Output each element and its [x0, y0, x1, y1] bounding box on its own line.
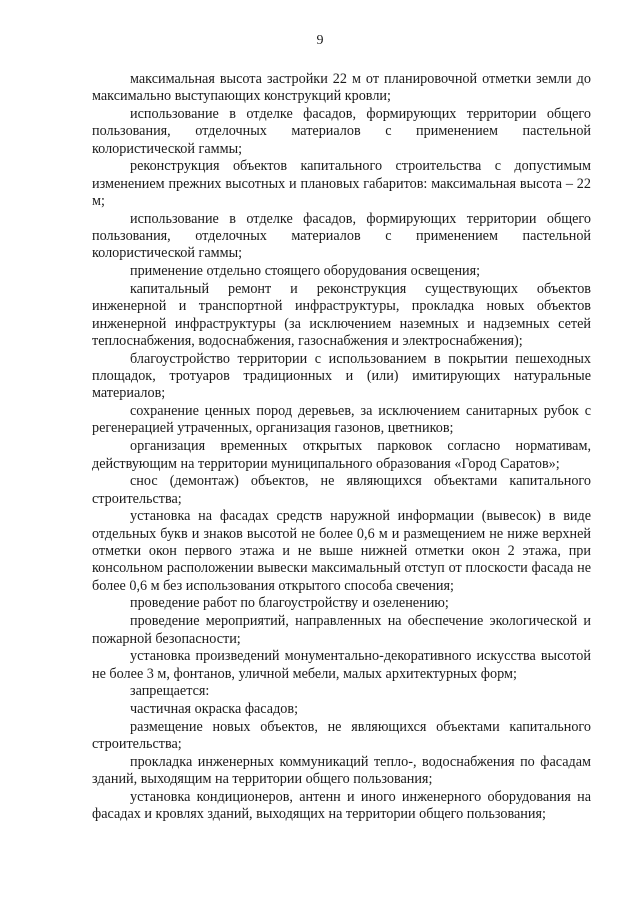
paragraph-lighting: применение отдельно стоящего оборудования освещения;: [130, 263, 481, 280]
paragraph-prohibited-heading: запрещается:: [130, 683, 210, 700]
paragraph-facade-finish: использование в отделке фасадов, формирующих территории общего пользования, отделочных материалов с применением пастельной колористической гаммы;: [92, 106, 591, 157]
paragraph-parking: организация временных открытых парковок согласно нормативам, действующим на территории муниципального образования «Город Саратов»;: [92, 438, 591, 472]
paragraph-signage: установка на фасадах средств наружной информации (вывесок) в виде отдельных букв и знаков высотой не более 0,6 м и размещением не ниже верхней отметки окон первого этажа и не выше нижней отметки окон 2 этажа, при консольном расположении вывески максимальный отступ от плоскости фасада не более 0,6 м без использования открытого способа свечения;: [92, 508, 591, 594]
paragraph-utility-lines: прокладка инженерных коммуникаций тепло-, водоснабжения по фасадам зданий, выходящим на территории общего пользования;: [92, 754, 591, 788]
page-number: 9: [316, 33, 324, 48]
document-body: [92, 71, 591, 824]
paragraph-landscaping: благоустройство территории с использованием в покрытии пешеходных площадок, тротуаров традиционных и (или) имитирующих натуральные материалов;: [92, 350, 591, 402]
paragraph-infrastructure: капитальный ремонт и реконструкция существующих объектов инженерной и транспортной инфраструктуры, прокладка новых объектов инженерной инфраструктуры (за исключением наземных и надземных сетей теплоснабжения, водоснабжения, газоснабжения и электроснабжения);: [92, 281, 591, 349]
paragraph-max-height: максимальная высота застройки 22 м от планировочной отметки земли до максимально выступающих конструкций кровли;: [92, 71, 591, 105]
paragraph-new-objects: размещение новых объектов, не являющихся объектами капитального строительства;: [92, 718, 591, 753]
paragraph-greening: проведение работ по благоустройству и озеленению;: [130, 595, 449, 612]
paragraph-safety: проведение мероприятий, направленных на обеспечение экологической и пожарной безопасности;: [92, 613, 591, 647]
paragraph-demolition: снос (демонтаж) объектов, не являющихся объектами капитального строительства;: [92, 473, 591, 507]
paragraph-air-conditioners: установка кондиционеров, антенн и иного инженерного оборудования на фасадах и кровлях зданий, выходящих на территории общего пользования;: [92, 789, 591, 823]
paragraph-facade-finish-2: использование в отделке фасадов, формирующих территории общего пользования, отделочных материалов с применением пастельной колористической гаммы;: [92, 210, 591, 262]
paragraph-partial-painting: частичная окраска фасадов;: [130, 701, 299, 718]
paragraph-monuments: установка произведений монументально-декоративного искусства высотой не более 3 м, фонтанов, уличной мебели, малых архитектурных форм;: [92, 648, 591, 682]
paragraph-reconstruction: реконструкция объектов капитального строительства с допустимым изменением прежних высотных и плановых габаритов: максимальная высота – 22 м;: [92, 158, 591, 210]
paragraph-trees: сохранение ценных пород деревьев, за исключением санитарных рубок с регенерацией утраченных, организация газонов, цветников;: [92, 403, 591, 437]
